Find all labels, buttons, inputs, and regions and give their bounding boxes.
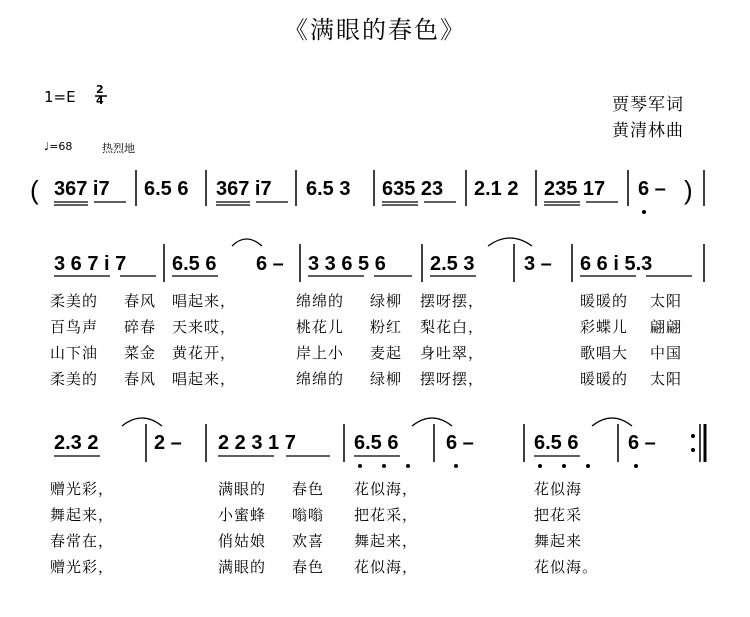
lyric-word: 嗡嗡: [292, 506, 325, 524]
lyric-word: 黄花开，: [172, 344, 237, 362]
lyric-word: 花似海。: [534, 558, 599, 576]
lyric-word: 春常在，: [50, 532, 115, 550]
row1-measure: 6 6 i 5.3: [580, 253, 653, 275]
lyric-word: 花似海: [534, 480, 583, 498]
row1-measure: 6 –: [256, 253, 284, 275]
lyric-word: 中国: [650, 344, 683, 362]
low-octave-dot: [454, 464, 458, 468]
lyric-word: 粉红: [370, 318, 403, 336]
row2-measure: 6 –: [446, 432, 474, 454]
lyric-word: 太阳: [650, 292, 683, 310]
intro-measure: 235 17: [544, 178, 606, 200]
lyric-word: 小蜜蜂: [218, 506, 267, 524]
lyric-word: 赠光彩，: [50, 480, 115, 498]
tie: [232, 239, 262, 246]
lyric-word: 翩翩: [650, 318, 683, 336]
row2-measure: 6.5 6: [354, 432, 399, 454]
lyric-word: 绿柳: [370, 292, 403, 310]
tempo-marking: ♩=68: [44, 140, 73, 153]
intro-measure: 635 23: [382, 178, 444, 200]
lyric-word: 舞起来: [534, 532, 583, 550]
tie: [592, 418, 632, 426]
row2-measure: 6 –: [628, 432, 656, 454]
lyric-word: 柔美的: [50, 370, 99, 388]
intro-measure: 367 i7: [54, 178, 110, 200]
lyric-word: 百鸟声: [50, 318, 99, 336]
row2-measure: 2 2 3 1 7: [218, 432, 296, 454]
lyric-word: 梨花白，: [420, 318, 485, 336]
repeat-dot: [691, 448, 695, 452]
song-title: 《满眼的春色》: [284, 16, 466, 44]
lyric-word: 碎春: [124, 318, 157, 336]
low-octave-dot: [358, 464, 362, 468]
time-signature-bottom: 4: [96, 94, 104, 107]
lyric-word: 春风: [124, 370, 157, 388]
lyric-word: 暖暖的: [580, 292, 629, 310]
lyricist: 贾琴军词: [612, 95, 684, 115]
lyric-word: 摆呀摆，: [420, 370, 485, 388]
lyric-word: 花似海，: [354, 558, 419, 576]
composer: 黄清林曲: [612, 121, 684, 141]
row2-measure: 2.3 2: [54, 432, 99, 454]
lyric-word: 麦起: [370, 344, 403, 362]
intro-measure: 2.1 2: [474, 178, 519, 200]
lyric-word: 满眼的: [218, 558, 267, 576]
lyric-word: 彩蝶儿: [580, 318, 629, 336]
row1-measure: 6.5 6: [172, 253, 217, 275]
lyric-word: 春色: [292, 480, 325, 498]
lyric-word: 菜金: [124, 344, 157, 362]
row1-measure: 3 –: [524, 253, 552, 275]
repeat-dot: [691, 434, 695, 438]
low-octave-dot: [642, 210, 646, 214]
lyric-word: 绵绵的: [296, 292, 345, 310]
lyric-word: 摆呀摆，: [420, 292, 485, 310]
lyric-word: 俏姑娘: [218, 532, 267, 550]
lyric-word: 唱起来，: [172, 292, 237, 310]
lyric-word: 桃花儿: [296, 318, 345, 336]
lyric-word: 舞起来，: [354, 532, 419, 550]
lyric-word: 把花采，: [354, 506, 419, 524]
tempo-term: 热烈地: [102, 142, 135, 155]
lyric-word: 满眼的: [218, 480, 267, 498]
lyric-word: 绿柳: [370, 370, 403, 388]
tie: [488, 238, 532, 246]
lyric-word: 岸上小: [296, 344, 345, 362]
lyric-word: 绵绵的: [296, 370, 345, 388]
intro-measure: 367 i7: [216, 178, 272, 200]
row1-measure: 3 6 7 i 7: [54, 253, 127, 275]
intro-measure: 6.5 3: [306, 178, 351, 200]
lyric-word: 唱起来，: [172, 370, 237, 388]
lyric-word: 把花采: [534, 506, 583, 524]
key-signature: 1=E: [44, 88, 76, 106]
lyric-word: 春色: [292, 558, 325, 576]
row1-measure: 2.5 3: [430, 253, 475, 275]
intro-measure: 6.5 6: [144, 178, 189, 200]
row2-ties: [122, 418, 632, 426]
row1-measure: 3 3 6 5 6: [308, 253, 386, 275]
lyric-word: 花似海，: [354, 480, 419, 498]
time-signature: [96, 84, 104, 106]
low-octave-dot: [538, 464, 542, 468]
low-octave-dot: [562, 464, 566, 468]
lyric-word: 暖暖的: [580, 370, 629, 388]
lyric-word: 天来哎，: [172, 318, 237, 336]
lyric-word: 身吐翠，: [420, 344, 485, 362]
lyric-word: 柔美的: [50, 292, 99, 310]
low-octave-dot: [634, 464, 638, 468]
intro-open-paren: (: [30, 175, 39, 205]
lyric-word: 赠光彩，: [50, 558, 115, 576]
lyric-word: 欢喜: [292, 532, 325, 550]
intro-close-paren: ): [684, 175, 693, 205]
lyric-word: 山下油: [50, 344, 99, 362]
low-octave-dot: [382, 464, 386, 468]
tie: [412, 418, 452, 426]
lyric-word: 歌唱大: [580, 344, 629, 362]
lyric-word: 舞起来，: [50, 506, 115, 524]
time-signature-top: 2: [96, 83, 104, 96]
row1-ties: [232, 238, 532, 246]
lyric-word: 太阳: [650, 370, 683, 388]
tie: [122, 418, 162, 426]
intro-underlines: [54, 202, 618, 205]
low-octave-dot: [586, 464, 590, 468]
repeat-dots: [691, 434, 695, 452]
row2-measure: 2 –: [154, 432, 182, 454]
low-octave-dot: [406, 464, 410, 468]
lyric-word: 春风: [124, 292, 157, 310]
row2-low-dots: [358, 464, 638, 468]
row2-measure: 6.5 6: [534, 432, 579, 454]
intro-measure: 6 –: [638, 178, 666, 200]
